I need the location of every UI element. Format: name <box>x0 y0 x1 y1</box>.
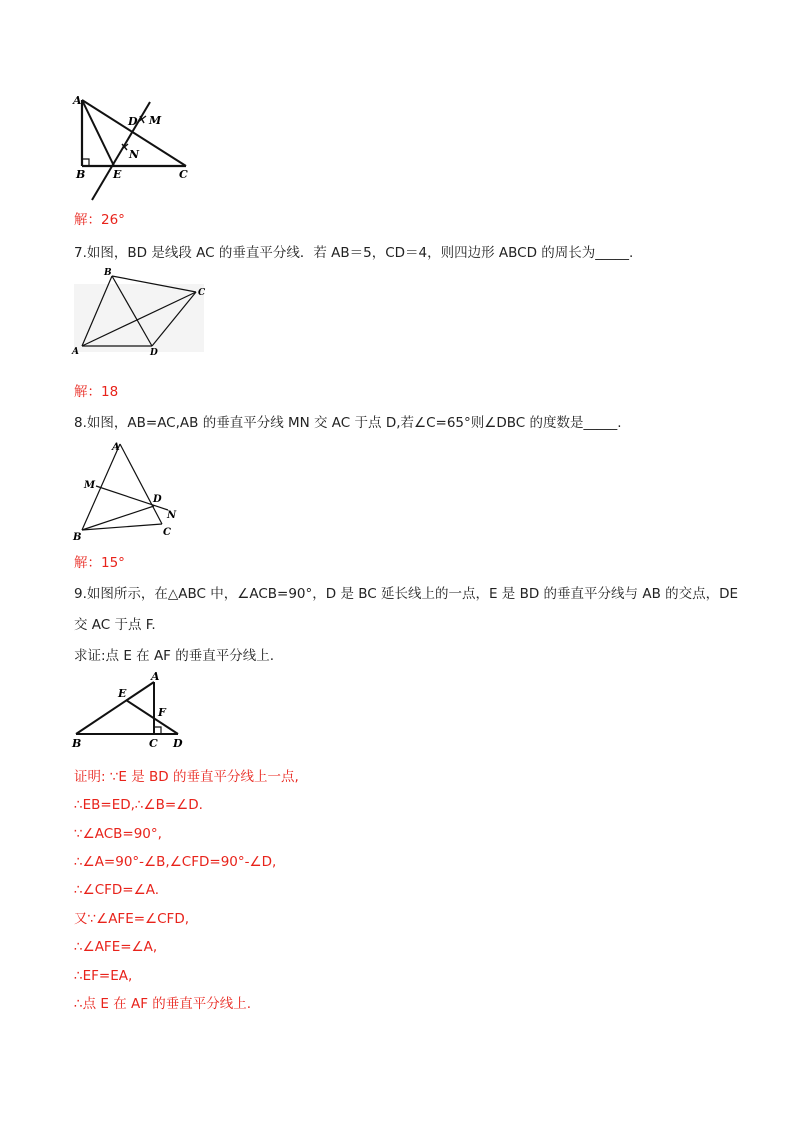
label-F: F <box>158 706 166 719</box>
label-D: D <box>150 348 158 358</box>
label-B: B <box>72 737 82 750</box>
question-9-line1: 9.如图所示，在△ABC 中，∠ACB=90°，D 是 BC 延长线上的一点，E 是 BD 的垂直平分线与 AB 的交点，DE <box>74 586 739 602</box>
label-C: C <box>198 288 206 298</box>
figure-q8 <box>70 438 190 542</box>
label-A: A <box>112 442 120 453</box>
segment-AC <box>120 444 162 524</box>
proof-line-4: ∴∠A=90°-∠B,∠CFD=90°-∠D, <box>74 854 277 870</box>
label-D: D <box>128 115 138 128</box>
answer-q8: 解：15° <box>74 555 125 571</box>
proof-line-5: ∴∠CFD=∠A. <box>74 882 159 898</box>
segment-BD <box>82 506 154 530</box>
label-A: A <box>73 94 82 107</box>
proof-line-8: ∴EF=EA, <box>74 968 133 984</box>
proof-line-9: ∴点 E 在 AF 的垂直平分线上. <box>74 996 252 1012</box>
figure-q9 <box>70 668 190 750</box>
question-9-line2: 交 AC 于点 F. <box>74 617 156 633</box>
segment-BA <box>76 682 154 734</box>
label-D: D <box>153 494 162 505</box>
label-A: A <box>72 347 79 357</box>
answer-q6: 解：26° <box>74 212 125 228</box>
label-C: C <box>179 168 188 181</box>
proof-line-7: ∴∠AFE=∠A, <box>74 939 158 955</box>
label-M: M <box>149 114 162 127</box>
proof-line-6: 又∵∠AFE=∠CFD, <box>74 911 190 927</box>
segment-BC <box>82 524 162 530</box>
question-7: 7.如图，BD 是线段 AC 的垂直平分线．若 AB＝5，CD＝4，则四边形 ABCD 的周长为_____. <box>74 245 634 261</box>
label-C: C <box>163 527 171 538</box>
proof-line-2: ∴EB=ED,∴∠B=∠D. <box>74 797 203 813</box>
figure-q7 <box>70 266 210 358</box>
label-N: N <box>167 510 177 521</box>
question-9-prove: 求证:点 E 在 AF 的垂直平分线上. <box>74 648 275 664</box>
label-C: C <box>149 737 158 750</box>
segment-ED <box>126 700 178 734</box>
label-E: E <box>113 168 122 181</box>
proof-line-1: 证明: ∵E 是 BD 的垂直平分线上一点, <box>74 769 299 785</box>
label-B: B <box>104 268 112 278</box>
label-D: D <box>173 737 183 750</box>
label-M: M <box>84 480 96 491</box>
perpendicular-bisector-line <box>92 102 150 200</box>
proof-line-3: ∵∠ACB=90°, <box>74 826 162 842</box>
question-8: 8.如图，AB=AC,AB 的垂直平分线 MN 交 AC 于点 D,若∠C=65°则∠DBC 的度数是_____. <box>74 415 622 431</box>
answer-q7: 解：18 <box>74 384 119 400</box>
figure-q6 <box>70 92 200 204</box>
label-N: N <box>129 148 140 161</box>
right-angle-mark <box>154 727 161 734</box>
label-B: B <box>73 532 82 542</box>
label-E: E <box>118 687 127 700</box>
label-A: A <box>151 670 160 683</box>
label-B: B <box>76 168 86 181</box>
